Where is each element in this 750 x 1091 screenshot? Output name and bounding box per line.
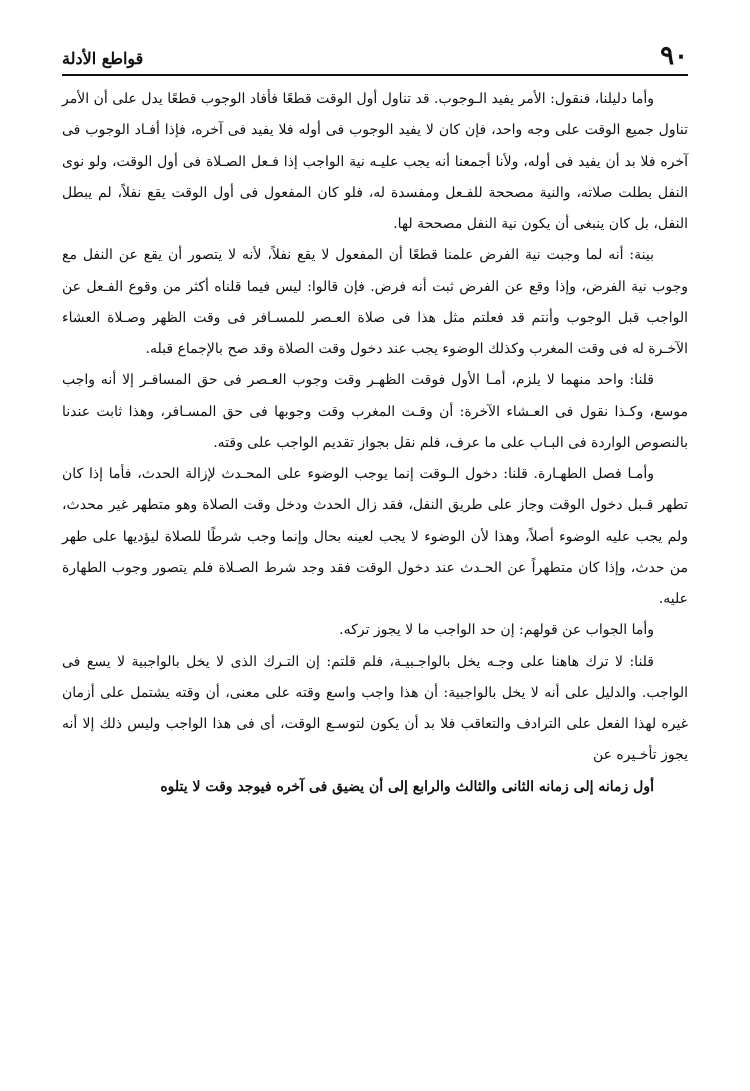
page-body [62,84,688,1077]
paragraph: أول زمانه إلى زمانه الثانى والثالث والرابع إلى أن يضيق فى آخره فيوجد وقت لا يتلوه [160,778,654,795]
header-rule [62,74,688,76]
page-header [62,38,688,70]
running-title: قواطع الأدلة [62,49,144,68]
paragraph: وأما الجواب عن قولهم: إن حد الواجب ما لا يجوز تركه. [339,622,654,639]
paragraph: قلنا: لا ترك هاهنا على وجـه يخل بالواجـبيـة، فلم قلتم: إن التـرك الذى لا يخل بالواجبية لا يسع فى الواجب. والدليل على أنه لا يخل بالواجبية: أن هذا واجب واسع وقته على معنى، أن وقته يشتمل على أزمان غيره لهذا الفعل على الترادف والتعاقب فلا بد أن يكون لتوسـع الوقت، أى فى هذا الواجب وليس ذلك إلا أنه يجوز تأخـيره عن [62,653,688,764]
paragraph: قلنا: واحد منهما لا يلزم، أمـا الأول فوقت الظهـر وقت وجوب العـصر فى حق المسافـر إلا أنه واجب موسع، وكـذا نقول فى العـشاء الآخرة: أن وقـت المغرب وقت وجوبها فى حق المسـافر، وهذا ثابت عندنا بالنصوص الواردة فى البـاب على ما عرف، فلم نقل بجواز تقديم الواجب على وقته. [62,372,688,451]
paragraph: وأمـا فصل الطهـارة. قلنا: دخول الـوقت إنما يوجب الوضوء على المحـدث لإزالة الحدث، فأما إذا كان تطهر قـبل دخول الوقت وجاز على طريق النفل، فقد زال الحدث ودخل وقت الصلاة وهو متطهر غير محدث، ولم يجب عليه الوضوء أصلاً، وهذا لأن الوضوء لا يجب لعينه بحال وإنما وجب شرطًا للصلاة ليؤديها على طهر من حدث، وإذا كان متطهراً عن الحـدث عند دخول الوقت فقد وجد شرط الصـلاة فلم يتصور وجوب الطهارة عليه. [62,466,688,607]
paragraph: بينة: أنه لما وجبت نية الفرض علمنا قطعًا أن المفعول لا يقع نفلاً، لأنه لا يتصور أن يقع عن النفل مع وجوب نية الفرض، وإذا وقع عن الفرض ثبت أنه فرض. فإن قالوا: ليس فيما قلناه أكثر من وقوع الفـعل عن الواجب قبل الوجوب وأنتم قد فعلتم مثل هذا فى صلاة العـصر للمسـافر فى وقت الظهر وصـلاة العشاء الآخـرة له فى وقت المغرب وكذلك الوضوء يجب عند دخول وقت الصلاة وقد صح بالإجماع قبله. [62,247,688,357]
paragraph: وأما دليلنا، فنقول: الأمر يفيد الـوجوب. قد تناول أول الوقت قطعًا فأفاد الوجوب قطعًا يدل على أن الأمر تناول جميع الوقت على وجه واحد، فإن كان لا يفيد الوجوب فى أوله فلا يفيد فى آخره، فإذا أفـاد الوجوب فى آخره فلا بد أن يفيد فى أوله، ولأنا أجمعنا أنه يجب عليـه نية الواجب إذا فـعل الصـلاة فى أول الوقت، ولو نوى النفل بطلت صلاته، والنية مصححة للفـعل ومفسدة له، فلو كان المفعول فى أول الوقت يقع نفلاً، لم يبطل النفل، بل كان ينبغى أن يكون نية النفل مصححة لها. [62,91,688,232]
page-number: ٩٠ [660,41,688,71]
